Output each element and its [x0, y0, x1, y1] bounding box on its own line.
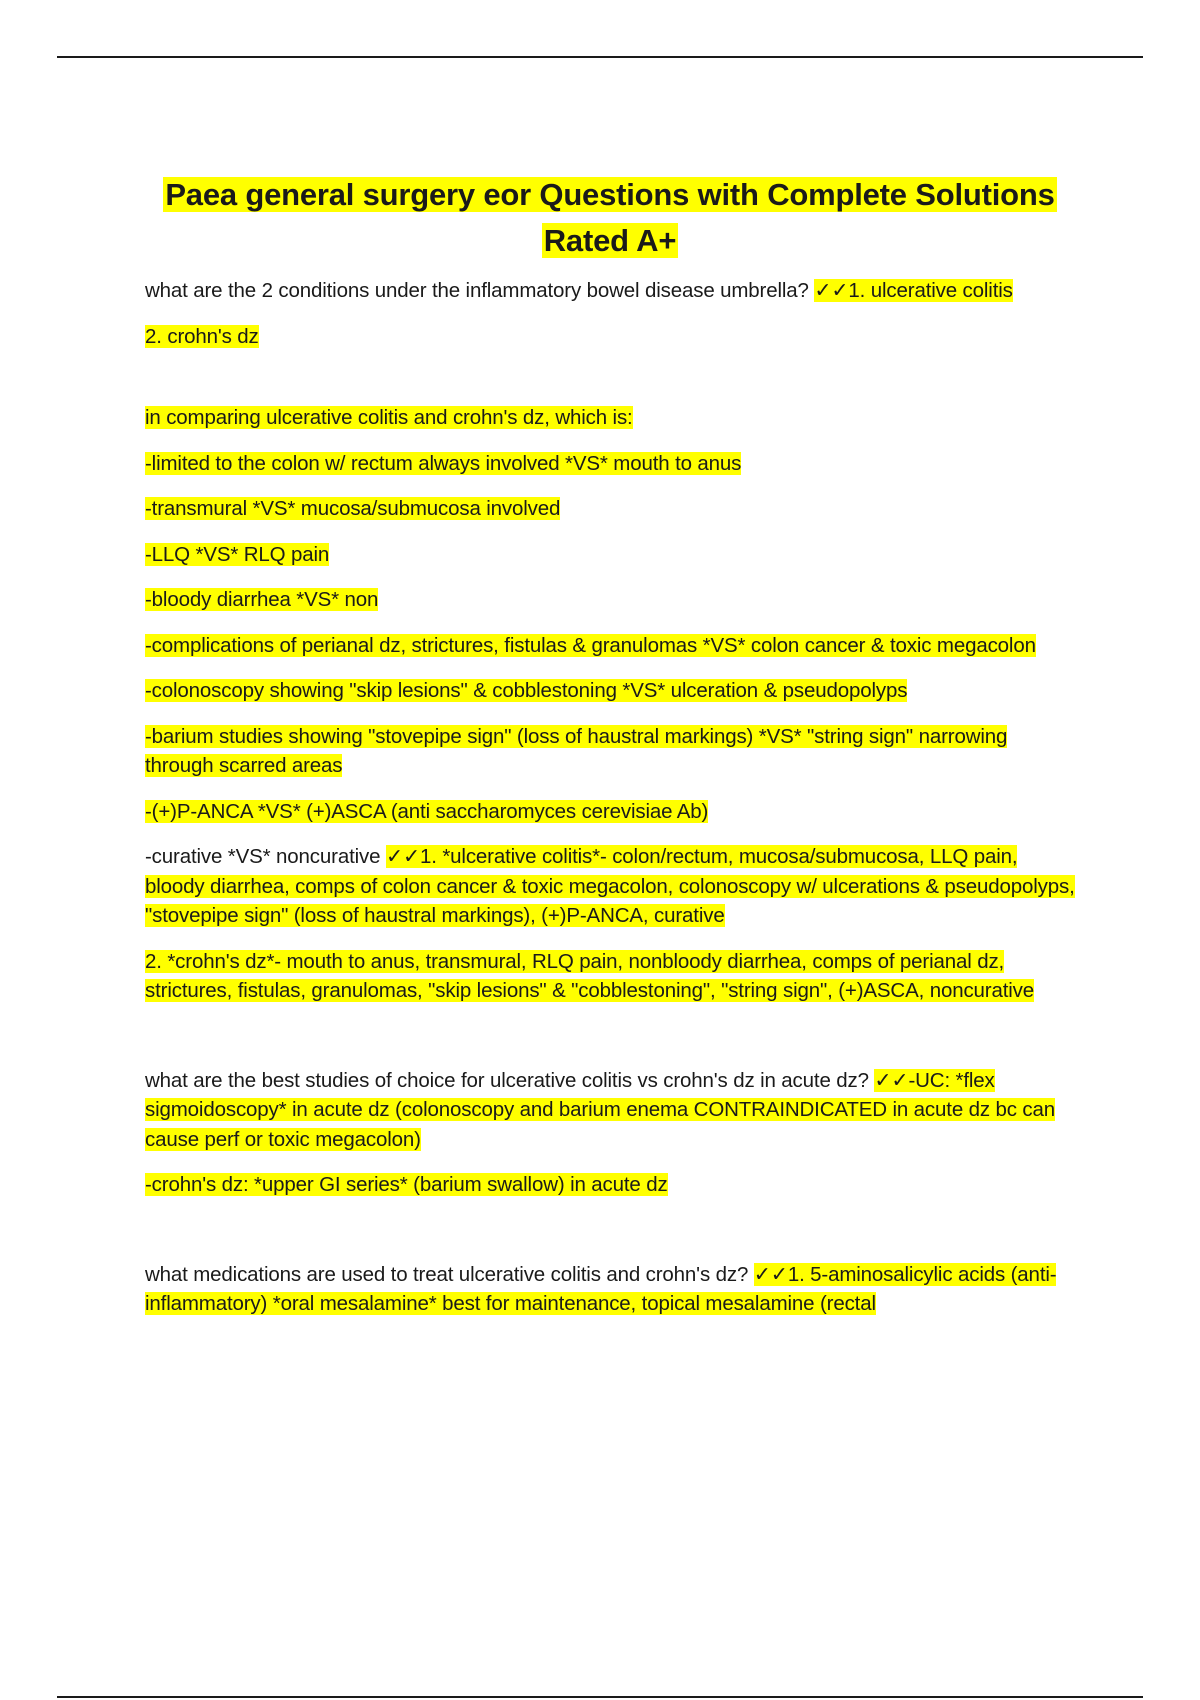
check-mark-icon: ✓✓ — [874, 1068, 909, 1092]
question-text: what medications are used to treat ulcerative colitis and crohn's dz? — [145, 1262, 754, 1286]
qa-1-question — [145, 276, 1075, 306]
answer-first: 1. *ulcerative colitis*- colon/rectum, mucosa/submucosa, LLQ pain, bloody diarrhea, comps of colon cancer & toxic megacolon, colonoscopy w/ ulcerations & pseudopolyps, "stovepipe sign" (loss of haustral markings), (+)P-ANCA, curative — [145, 845, 1075, 927]
question-line: in comparing ulcerative colitis and crohn's dz, which is: — [145, 406, 633, 429]
answer-line: 2. *crohn's dz*- mouth to anus, transmural, RLQ pain, nonbloody diarrhea, comps of perianal dz, strictures, fistulas, granulomas, "skip lesions" & "cobblestoning", "string sign", (+)ASCA, noncurative — [145, 949, 1035, 1002]
qa-2-question-line — [145, 403, 1075, 433]
qa-2-question-line — [145, 676, 1075, 706]
check-mark-icon: ✓✓ — [814, 279, 849, 302]
question-line: -(+)P-ANCA *VS* (+)ASCA (anti saccharomyces cerevisiae Ab) — [145, 799, 709, 823]
answer-first: -UC: *flex sigmoidoscopy* in acute dz (colonoscopy and barium enema CONTRAINDICATED in acute dz bc can cause perf or toxic megacolon) — [145, 1068, 1056, 1151]
question-line: -complications of perianal dz, strictures, fistulas & granulomas *VS* colon cancer & toxic megacolon — [145, 633, 1036, 657]
qa-4-question — [145, 1260, 1075, 1319]
question-line: -transmural *VS* mucosa/submucosa involved — [145, 497, 561, 520]
qa-2-question-line — [145, 585, 1075, 615]
check-mark-icon: ✓✓ — [385, 845, 420, 868]
qa-2-question-line — [145, 449, 1075, 479]
qa-2-question-last — [145, 842, 1075, 931]
document-body — [145, 172, 1075, 1335]
title-line-1: Paea general surgery eor Questions with Complete Solutions — [165, 177, 1055, 212]
qa-2-question-line — [145, 797, 1075, 827]
check-mark-icon: ✓✓ — [753, 1262, 788, 1286]
question-line: -bloody diarrhea *VS* non — [145, 588, 379, 611]
question-text: -curative *VS* noncurative — [145, 845, 386, 868]
qa-2-question-line — [145, 722, 1075, 781]
qa-2-question-line — [145, 540, 1075, 570]
document-title — [145, 172, 1075, 264]
answer-line: 2. crohn's dz — [145, 324, 259, 348]
qa-1-answer-continued — [145, 322, 1075, 352]
answer-line: -crohn's dz: *upper GI series* (barium swallow) in acute dz — [145, 1173, 668, 1196]
question-line: -limited to the colon w/ rectum always involved *VS* mouth to anus — [145, 451, 742, 475]
title-line-2: Rated A+ — [543, 223, 677, 258]
question-line: -colonoscopy showing "skip lesions" & cobblestoning *VS* ulceration & pseudopolyps — [145, 679, 908, 702]
qa-3-question — [145, 1066, 1075, 1155]
question-text: what are the best studies of choice for ulcerative colitis vs crohn's dz in acute dz? — [145, 1068, 875, 1092]
question-line: -LLQ *VS* RLQ pain — [145, 542, 330, 566]
question-line: -barium studies showing "stovepipe sign" (loss of haustral markings) *VS* "string sign" narrowing through scarred areas — [145, 724, 1008, 777]
qa-3-answer-continued — [145, 1170, 1075, 1200]
top-rule — [57, 56, 1143, 58]
answer-first: 1. 5-aminosalicylic acids (anti-inflammatory) *oral mesalamine* best for maintenance, topical mesalamine (rectal — [145, 1262, 1057, 1315]
qa-2-question-line — [145, 631, 1075, 661]
answer-text — [814, 279, 1012, 302]
qa-2-question-line — [145, 494, 1075, 524]
qa-2-answer-continued — [145, 947, 1075, 1006]
bottom-rule — [57, 1696, 1143, 1698]
question-text: what are the 2 conditions under the inflammatory bowel disease umbrella? — [145, 279, 815, 302]
answer-first: 1. ulcerative colitis — [848, 279, 1013, 302]
